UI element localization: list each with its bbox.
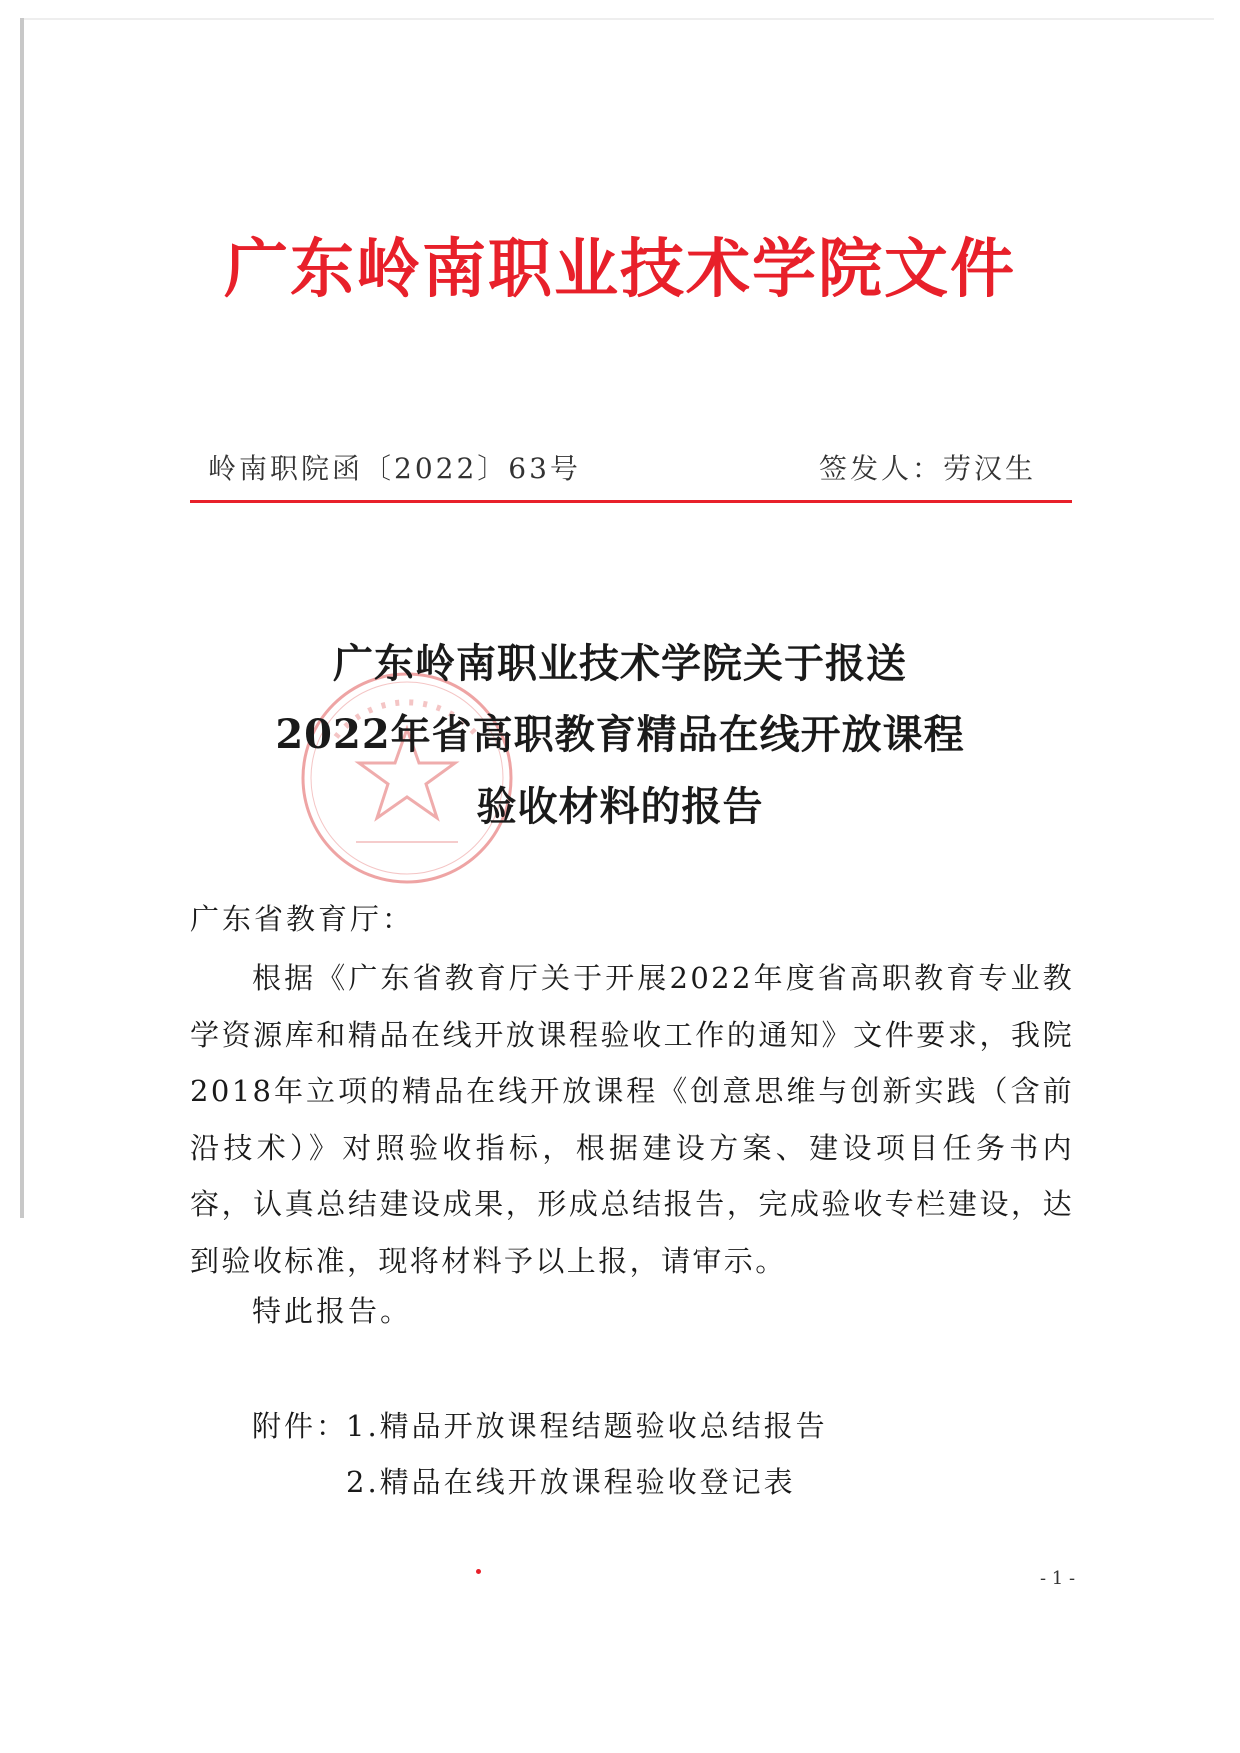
scan-edge-top xyxy=(24,18,1214,20)
page-number: - 1 - xyxy=(1040,1568,1076,1589)
closing-line: 特此报告。 xyxy=(252,1294,413,1328)
salutation: 广东省教育厅： xyxy=(190,902,415,936)
attachments-label: 附件： xyxy=(252,1409,349,1443)
attachment-item: 1.精品开放课程结题验收总结报告 xyxy=(346,1409,828,1443)
report-title-line-1: 广东岭南职业技术学院关于报送 xyxy=(333,640,907,687)
scan-edge xyxy=(20,18,24,1218)
attachment-item: 2.精品在线开放课程验收登记表 xyxy=(346,1465,796,1499)
document-number: 岭南职院函〔2022〕63号 xyxy=(208,452,581,485)
issuer-signature: 签发人：劳汉生 xyxy=(818,452,1036,485)
body-paragraph: 根据《广东省教育厅关于开展2022年度省高职教育专业教学资源库和精品在线开放课程验收工作的通知》文件要求，我院2018年立项的精品在线开放课程《创意思维与创新实践（含前沿技术）》对照验收指标，根据建设方案、建设项目任务书内容，认真总结建设成果，形成总结报告，完成验收专栏建设，达到验收标准，现将材料予以上报，请审示。 xyxy=(190,961,1074,1278)
document-meta-line xyxy=(190,447,1070,487)
report-title-line-3: 验收材料的报告 xyxy=(476,783,764,830)
report-title-line-2: 2022年省高职教育精品在线开放课程 xyxy=(275,711,965,758)
red-mark xyxy=(476,1569,481,1574)
document-masthead: 广东岭南职业技术学院文件 xyxy=(224,232,1016,307)
red-separator-line xyxy=(190,500,1072,503)
